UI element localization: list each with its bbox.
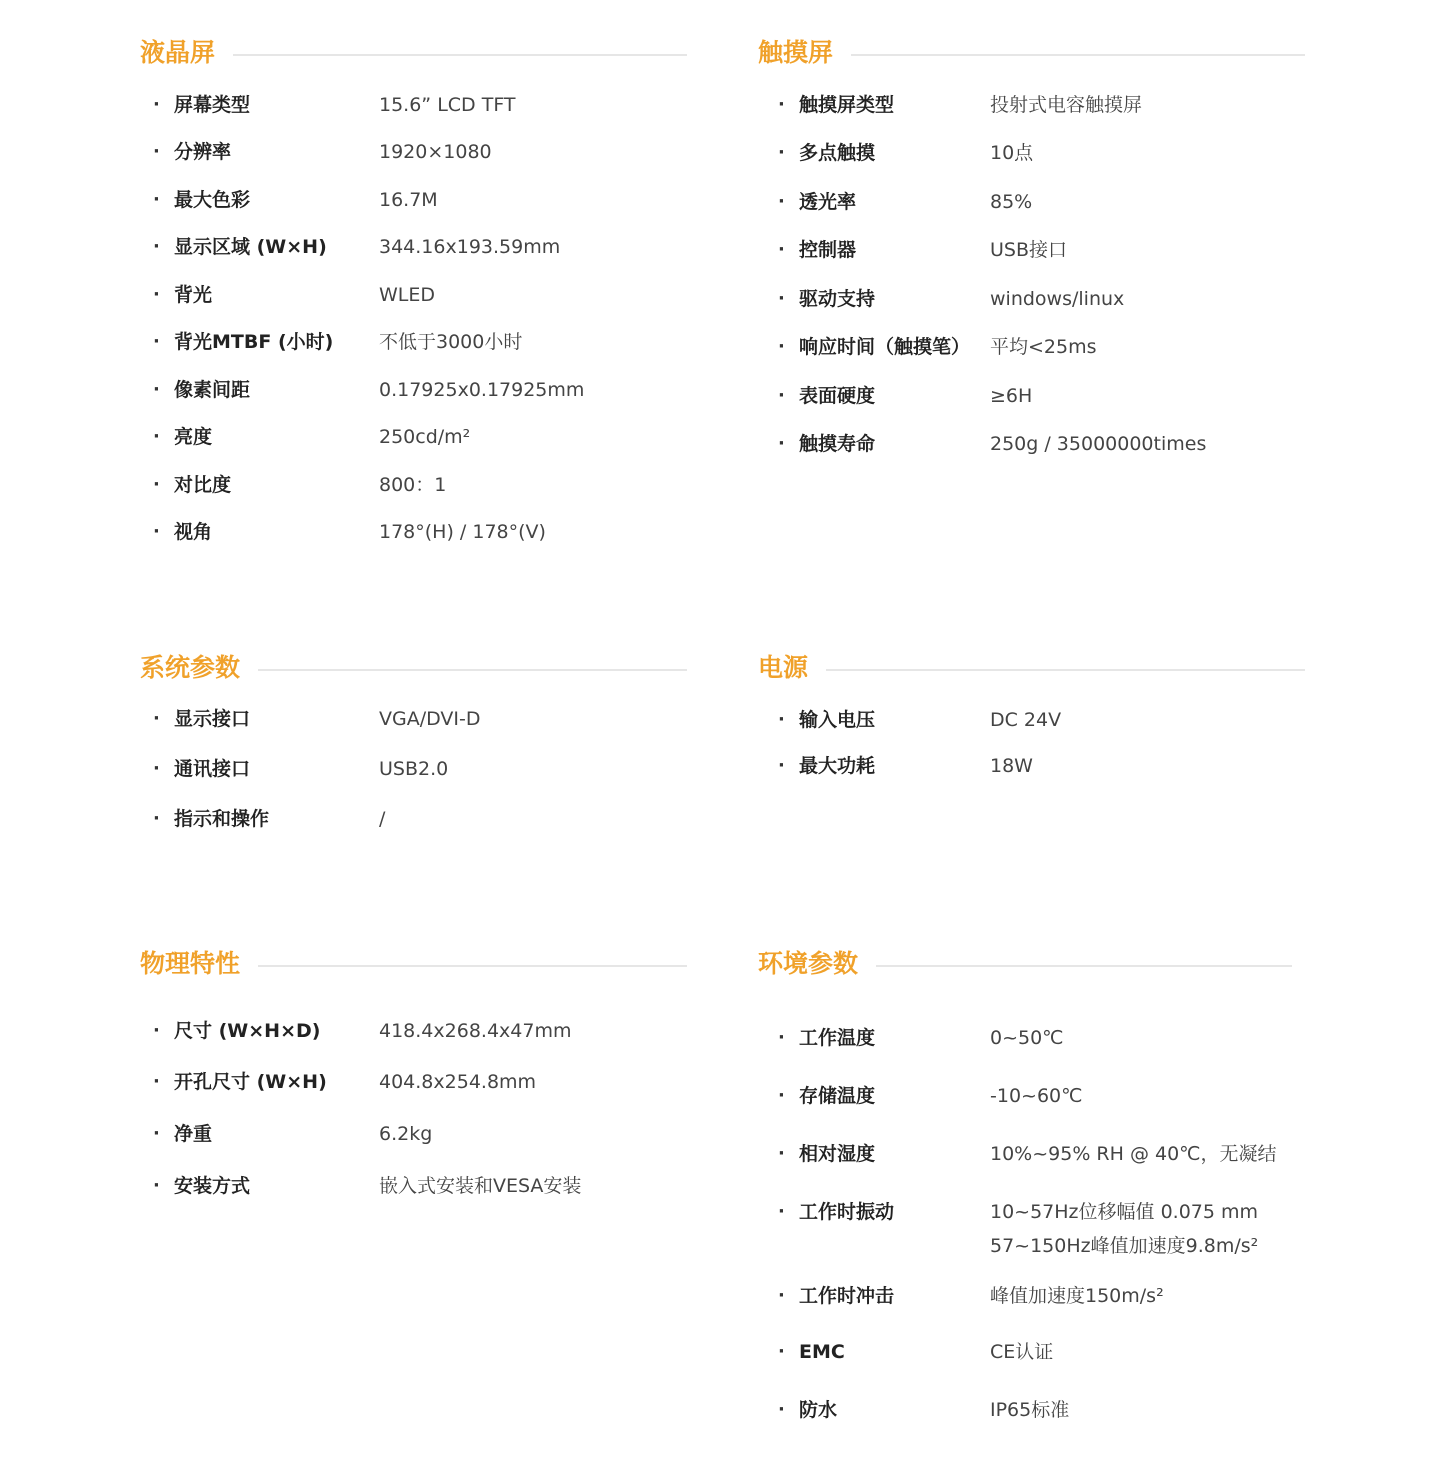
- section-title: 电源: [758, 651, 826, 685]
- spec-label: 触摸屏类型: [799, 94, 895, 116]
- spec-label: 尺寸 (W×H×D): [174, 1020, 321, 1042]
- spec-value: 0.17925x0.17925mm: [379, 379, 585, 401]
- section-lcd: [140, 36, 687, 566]
- section-touch: [758, 36, 1305, 476]
- spec-value: WLED: [379, 284, 436, 306]
- spec-value: 10点: [990, 142, 1034, 164]
- spec-label: 通讯接口: [174, 758, 251, 780]
- spec-label: 透光率: [799, 191, 857, 213]
- spec-value: ≥6H: [990, 385, 1033, 407]
- spec-label: 安装方式: [174, 1175, 251, 1197]
- spec-label: 工作温度: [799, 1027, 876, 1049]
- spec-value: 15.6” LCD TFT: [379, 94, 516, 116]
- spec-label: 对比度: [174, 474, 232, 496]
- spec-value-line-1: 10~57Hz位移幅值 0.075 mm: [990, 1201, 1259, 1223]
- bullet: ·: [778, 288, 785, 309]
- spec-value: 不低于3000小时: [379, 331, 523, 353]
- spec-label: 控制器: [799, 239, 857, 261]
- bullet: ·: [153, 1071, 160, 1092]
- spec-value: 800：1: [379, 474, 447, 496]
- bullet: ·: [153, 284, 160, 305]
- bullet: ·: [778, 94, 785, 115]
- bullet: ·: [153, 808, 160, 829]
- spec-value: 344.16x193.59mm: [379, 236, 561, 258]
- bullet: ·: [153, 331, 160, 352]
- bullet: ·: [153, 1175, 160, 1196]
- spec-value: 16.7M: [379, 189, 438, 211]
- spec-label: 开孔尺寸 (W×H): [174, 1071, 327, 1093]
- spec-value: 0~50℃: [990, 1027, 1064, 1049]
- bullet: ·: [153, 708, 160, 729]
- bullet: ·: [778, 1285, 785, 1306]
- spec-value: 嵌入式安装和VESA安装: [379, 1175, 582, 1197]
- section-title: 触摸屏: [758, 36, 851, 70]
- spec-value: 投射式电容触摸屏: [990, 94, 1143, 116]
- section-system: [140, 651, 687, 851]
- section-title: 环境参数: [758, 947, 876, 981]
- spec-label: 亮度: [174, 426, 213, 448]
- spec-label: 屏幕类型: [174, 94, 251, 116]
- section-divider: [758, 669, 1305, 671]
- spec-label: 显示接口: [174, 708, 251, 730]
- section-physical: [140, 947, 687, 1217]
- section-environment: [758, 947, 1292, 1437]
- section-header: [140, 651, 687, 685]
- bullet: ·: [153, 1020, 160, 1041]
- bullet: ·: [153, 426, 160, 447]
- spec-label: 工作时振动: [799, 1201, 895, 1223]
- spec-label: 分辨率: [174, 141, 232, 163]
- spec-value: 6.2kg: [379, 1123, 433, 1145]
- bullet: ·: [153, 474, 160, 495]
- bullet: ·: [153, 758, 160, 779]
- bullet: ·: [153, 1123, 160, 1144]
- spec-value: 10%~95% RH @ 40℃，无凝结: [990, 1143, 1277, 1165]
- spec-value: VGA/DVI-D: [379, 708, 481, 730]
- bullet: ·: [778, 385, 785, 406]
- spec-label: 最大色彩: [174, 189, 251, 211]
- bullet: ·: [778, 239, 785, 260]
- section-header: [140, 947, 687, 981]
- spec-value: 平均<25ms: [990, 336, 1097, 358]
- section-header: [758, 947, 1292, 981]
- spec-label: EMC: [799, 1341, 845, 1363]
- bullet: ·: [153, 94, 160, 115]
- spec-value: 峰值加速度150m/s²: [990, 1285, 1164, 1307]
- spec-value: USB2.0: [379, 758, 449, 780]
- section-header: [758, 651, 1305, 685]
- spec-value: -10~60℃: [990, 1085, 1083, 1107]
- spec-label: 存储温度: [799, 1085, 876, 1107]
- bullet: ·: [778, 1027, 785, 1048]
- spec-value: 250cd/m²: [379, 426, 471, 448]
- spec-value: /: [379, 808, 386, 830]
- spec-label: 背光: [174, 284, 213, 306]
- spec-label: 响应时间（触摸笔）: [799, 336, 971, 358]
- bullet: ·: [153, 189, 160, 210]
- section-header: [758, 36, 1305, 70]
- bullet: ·: [153, 141, 160, 162]
- bullet: ·: [153, 236, 160, 257]
- bullet: ·: [153, 521, 160, 542]
- bullet: ·: [778, 433, 785, 454]
- bullet: ·: [778, 1399, 785, 1420]
- spec-value: USB接口: [990, 239, 1068, 261]
- spec-label: 表面硬度: [799, 385, 876, 407]
- bullet: ·: [778, 142, 785, 163]
- spec-value: CE认证: [990, 1341, 1054, 1363]
- spec-value: 18W: [990, 755, 1033, 777]
- section-title: 液晶屏: [140, 36, 233, 70]
- spec-label: 指示和操作: [174, 808, 270, 830]
- spec-value: DC 24V: [990, 709, 1062, 731]
- bullet: ·: [778, 191, 785, 212]
- spec-label: 背光MTBF (小时): [174, 331, 334, 353]
- spec-value: [990, 1195, 1258, 1263]
- spec-label: 视角: [174, 521, 213, 543]
- spec-label: 最大功耗: [799, 755, 876, 777]
- bullet: ·: [778, 709, 785, 730]
- section-power: [758, 651, 1305, 791]
- spec-label: 多点触摸: [799, 142, 876, 164]
- bullet: ·: [778, 336, 785, 357]
- spec-label: 工作时冲击: [799, 1285, 895, 1307]
- spec-value: 178°(H) / 178°(V): [379, 521, 546, 543]
- bullet: ·: [778, 1341, 785, 1362]
- section-header: [140, 36, 687, 70]
- spec-value: 85%: [990, 191, 1033, 213]
- spec-label: 像素间距: [174, 379, 251, 401]
- bullet: ·: [778, 755, 785, 776]
- spec-value-line-2: 57~150Hz峰值加速度9.8m/s²: [990, 1235, 1259, 1257]
- bullet: ·: [153, 379, 160, 400]
- spec-value: windows/linux: [990, 288, 1125, 310]
- bullet: ·: [778, 1143, 785, 1164]
- spec-label: 相对湿度: [799, 1143, 876, 1165]
- section-title: 物理特性: [140, 947, 258, 981]
- bullet: ·: [778, 1085, 785, 1106]
- section-title: 系统参数: [140, 651, 258, 685]
- spec-value: IP65标准: [990, 1399, 1070, 1421]
- spec-label: 触摸寿命: [799, 433, 876, 455]
- spec-label: 显示区域 (W×H): [174, 236, 327, 258]
- spec-label: 驱动支持: [799, 288, 876, 310]
- spec-value: 418.4x268.4x47mm: [379, 1020, 572, 1042]
- spec-label: 防水: [799, 1399, 838, 1421]
- spec-label: 净重: [174, 1123, 213, 1145]
- bullet: ·: [778, 1201, 785, 1222]
- spec-value: 1920×1080: [379, 141, 492, 163]
- spec-value: 404.8x254.8mm: [379, 1071, 537, 1093]
- spec-value: 250g / 35000000times: [990, 433, 1207, 455]
- spec-label: 输入电压: [799, 709, 876, 731]
